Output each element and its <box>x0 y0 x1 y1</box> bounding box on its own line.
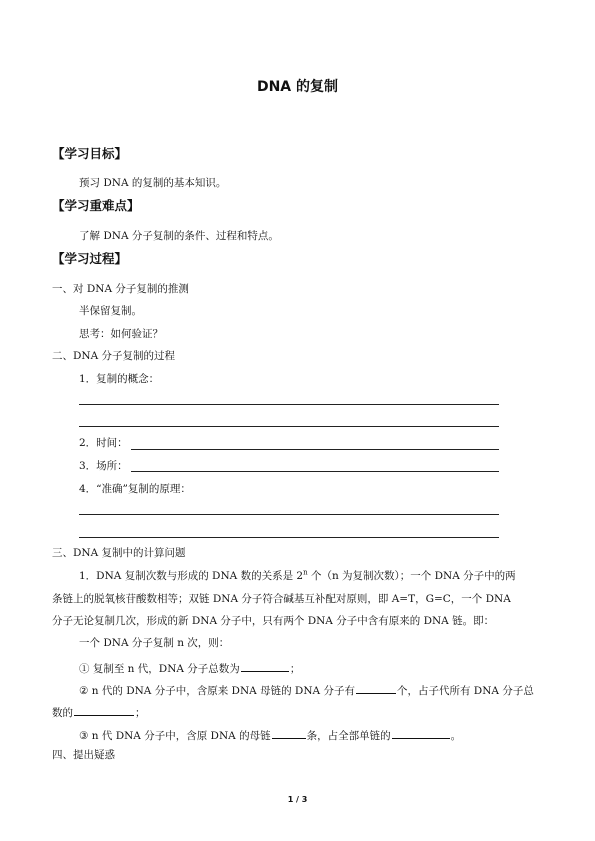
answer-line <box>79 537 499 538</box>
part2-item3: 3．场所： <box>79 460 128 472</box>
q1-text: ① 复制至 n 代，DNA 分子总数为 <box>79 663 240 675</box>
blank-field <box>392 726 450 739</box>
part2-heading: 二、DNA 分子复制的过程 <box>52 350 176 362</box>
part3-paragraph1-line2: 条链上的脱氧核苷酸数相等；双链 DNA 分子符合碱基互补配对原则，即 A=T，G=C，一个 DNA <box>52 593 511 605</box>
q1-end: ； <box>289 663 301 675</box>
heading-key-points: 【学习重难点】 <box>52 198 140 213</box>
answer-line <box>79 404 499 405</box>
part1-line2: 思考：如何验证？ <box>79 328 163 340</box>
key-points-text: 了解 DNA 分子复制的条件、过程和特点。 <box>79 230 279 242</box>
q2-text-c: 数的 <box>52 707 73 719</box>
blank-field <box>74 703 134 716</box>
p1-text-a: 1．DNA 复制次数与形成的 DNA 数的关系是 2 <box>79 570 304 582</box>
p1-text-b: 个（n 为复制次数）；一个 DNA 分子中的两 <box>307 570 516 582</box>
answer-line <box>79 426 499 427</box>
q3-end: 。 <box>450 730 462 742</box>
part2-item4: 4．“准确”复制的原理： <box>79 483 191 495</box>
part3-paragraph1-line3: 分子无论复制几次，形成的新 DNA 分子中，只有两个 DNA 分子中含有原来的 DNA 链。即： <box>52 615 495 627</box>
q2-text-b: 个，占子代所有 DNA 分子总 <box>396 685 534 697</box>
page-number: 1 / 3 <box>287 795 308 804</box>
question-3 <box>79 726 461 743</box>
part3-paragraph1-line1 <box>79 569 516 583</box>
part1-heading: 一、对 DNA 分子复制的推测 <box>52 283 189 295</box>
part3-heading: 三、DNA 复制中的计算问题 <box>52 547 186 559</box>
answer-line <box>131 471 499 472</box>
heading-learning-process: 【学习过程】 <box>52 251 128 266</box>
question-2-continued <box>52 703 146 720</box>
heading-learning-goals: 【学习目标】 <box>52 146 128 161</box>
blank-field <box>241 659 289 672</box>
blank-field <box>272 726 306 739</box>
part2-item2: 2．时间： <box>79 437 128 449</box>
p1-superscript: n <box>303 568 308 577</box>
q3-text: ③ n 代 DNA 分子中，含原 DNA 的母链 <box>79 730 271 742</box>
part3-paragraph2: 一个 DNA 分子复制 n 次，则： <box>79 637 230 649</box>
part1-line1: 半保留复制。 <box>79 305 142 317</box>
part2-item1: 1．复制的概念： <box>79 373 160 385</box>
q3-text-b: 条，占全部单链的 <box>306 730 391 742</box>
part4-heading: 四、提出疑惑 <box>52 749 115 761</box>
answer-line <box>79 514 499 515</box>
page-title: DNA 的复制 <box>256 79 339 95</box>
q2-text: ② n 代的 DNA 分子中，含原来 DNA 母链的 DNA 分子有 <box>79 685 355 697</box>
question-1 <box>79 659 300 676</box>
learning-goals-text: 预习 DNA 的复制的基本知识。 <box>79 177 227 189</box>
q2-end: ； <box>135 707 146 719</box>
answer-line <box>131 449 499 450</box>
blank-field <box>356 681 396 694</box>
question-2 <box>79 681 534 698</box>
